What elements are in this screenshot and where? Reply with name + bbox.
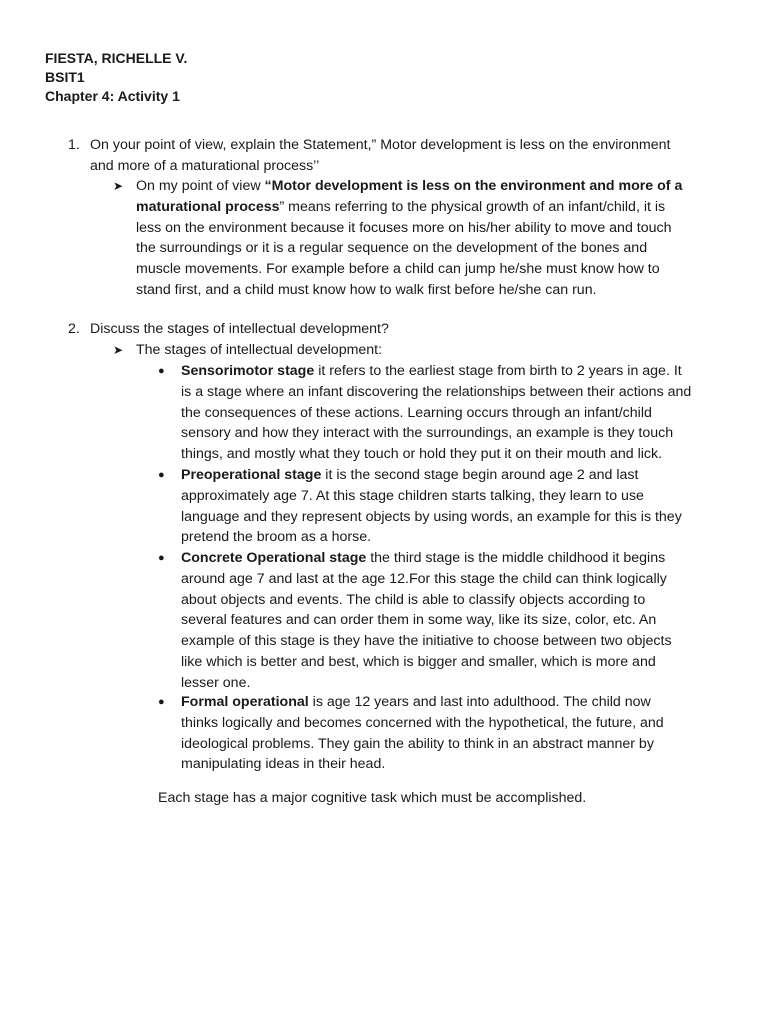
stage-term: Formal operational	[181, 694, 309, 710]
answer-bold: “Motor development is less on the environment and more of a	[264, 178, 683, 194]
stage-line: the consequences of these actions. Learning occurs through an infant/child	[181, 404, 652, 421]
stage-line: example of this stage is they have the initiative to choose between two objects	[181, 633, 672, 650]
stage-line: Formal operational is age 12 years and last into adulthood. The child now	[181, 694, 651, 710]
answer-bold: maturational process	[136, 198, 280, 215]
bullet-dot-icon: ●	[158, 469, 165, 481]
answer-line: muscle movements. For example before a child can jump he/she must know how to	[136, 261, 660, 278]
bullet-dot-icon: ●	[158, 365, 165, 377]
stage-line: lesser one.	[181, 674, 251, 691]
answer-line: maturational process” means referring to the physical growth of an infant/child, it is	[136, 198, 666, 215]
stage-line: approximately age 7. At this stage children starts talking, they learn to use	[181, 487, 644, 504]
stage-term: Sensorimotor stage	[181, 363, 315, 379]
stage-line: pretend the broom as a horse.	[181, 529, 372, 546]
question-text-line: Discuss the stages of intellectual development?	[90, 321, 389, 337]
bullet-dot-icon: ●	[158, 552, 165, 564]
answer-line: The stages of intellectual development:	[136, 342, 383, 358]
student-name: FIESTA, RICHELLE V.	[45, 50, 188, 66]
stage-line: Sensorimotor stage it refers to the earliest stage from birth to 2 years in age. It	[181, 363, 682, 379]
stage-line: Preoperational stage it is the second stage begin around age 2 and last	[181, 467, 639, 483]
stage-line: several features and can order them in some way, like its size, color, etc. An	[181, 612, 657, 629]
arrow-bullet-icon: ➤	[113, 343, 124, 357]
stage-line: thinks logically and becomes concerned with the hypothetical, the future, and	[181, 714, 664, 731]
student-section: BSIT1	[45, 69, 85, 85]
stage-line: about objects and events. The child is able to classify objects according to	[181, 591, 646, 608]
closing-sentence: Each stage has a major cognitive task which must be accomplished.	[158, 790, 587, 806]
stage-line: sensory and how they interact with the surroundings, an example is they touch	[181, 425, 674, 442]
stage-line: like which is better and best, which is bigger and smaller, which is more and	[181, 653, 656, 670]
arrow-bullet-icon: ➤	[113, 179, 124, 193]
stage-line: things, and mostly what they touch or hold they put it on their mouth and lick.	[181, 446, 663, 463]
stage-term: Concrete Operational stage	[181, 550, 367, 566]
question-number: 1.	[68, 137, 80, 153]
stage-line: ideological problems. They gain the ability to think in an abstract manner by	[181, 735, 654, 752]
stage-line: around age 7 and last at the age 12.For this stage the child can think logically	[181, 570, 667, 587]
answer-line: less on the environment because it focuses more on his/her ability to move and touch	[136, 219, 672, 236]
answer-line: the surroundings or it is a regular sequence on the development of the bones and	[136, 240, 648, 257]
question-number: 2.	[68, 321, 80, 337]
stage-line: Concrete Operational stage the third stage is the middle childhood it begins	[181, 550, 666, 566]
document-header	[45, 49, 187, 106]
question-text-line: On your point of view, explain the Statement,” Motor development is less on the environment	[90, 137, 671, 153]
chapter-title: Chapter 4: Activity 1	[45, 88, 180, 104]
stage-line: is a stage where an infant discovering the relationships between their actions and	[181, 383, 692, 400]
answer-line: On my point of view “Motor development is less on the environment and more of a	[136, 178, 683, 194]
question-text-line: and more of a maturational process’’	[90, 157, 320, 174]
stage-term: Preoperational stage	[181, 467, 322, 483]
answer-line: stand first, and a child must know how to walk first before he/she can run.	[136, 281, 597, 298]
bullet-dot-icon: ●	[158, 696, 165, 708]
stage-line: language and they represent objects by using words, an example for this is they	[181, 508, 682, 525]
stage-line: manipulating ideas in their head.	[181, 756, 386, 773]
